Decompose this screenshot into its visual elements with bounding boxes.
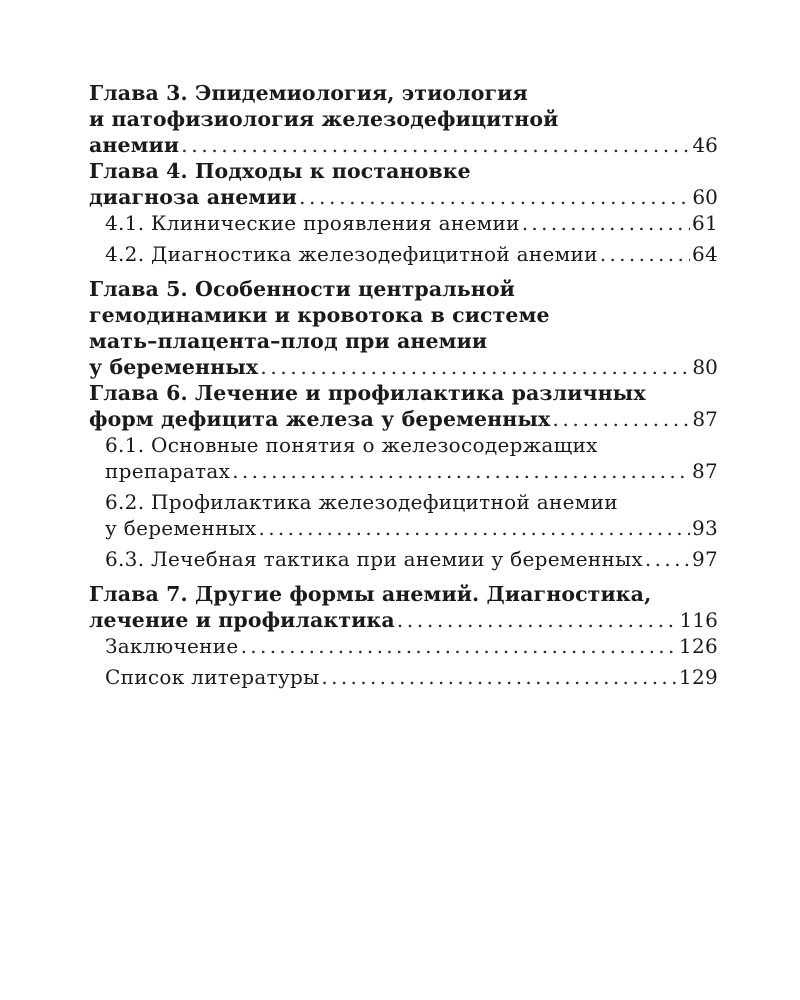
toc-section-entry [89, 489, 718, 541]
toc-entry-last-line [89, 132, 718, 158]
toc-page-number: 87 [691, 459, 718, 483]
dot-leader [522, 210, 690, 236]
toc-entry-last-line [105, 633, 718, 659]
toc-section-entry [89, 241, 718, 267]
dot-leader [600, 241, 690, 267]
toc-entry-last-line [105, 515, 718, 541]
dot-leader [299, 184, 690, 210]
toc-page-number: 97 [691, 547, 718, 571]
toc-entry-last-line [89, 354, 718, 380]
table-of-contents [89, 80, 718, 690]
toc-chapter-entry [89, 581, 718, 633]
dot-leader [241, 633, 677, 659]
toc-entry-title-line: у беременных [105, 516, 257, 540]
toc-page-number: 46 [692, 133, 718, 157]
toc-entry-title-line: 6.1. Основные понятия о железосодержащих [105, 433, 598, 457]
toc-entry-last-line [89, 406, 718, 432]
toc-entry-last-line [105, 241, 718, 267]
toc-entry-title-line: лечение и профилактика [89, 608, 395, 632]
toc-section-entry [89, 633, 718, 659]
toc-entry-title-line: Заключение [105, 634, 239, 658]
toc-page-number: 64 [691, 242, 718, 266]
toc-entry-title-line: 6.3. Лечебная тактика при анемии у беременных [105, 547, 643, 571]
toc-entry-title-line: Глава 7. Другие формы анемий. Диагностика, [89, 582, 652, 606]
toc-entry-title-line: Глава 6. Лечение и профилактика различных [89, 381, 646, 405]
dot-leader [232, 458, 690, 484]
toc-entry-title-line: препаратах [105, 459, 231, 483]
toc-chapter-entry [89, 276, 718, 380]
toc-entry-title-line: Глава 4. Подходы к постановке [89, 159, 471, 183]
toc-chapter-entry [89, 380, 718, 432]
toc-section-entry [89, 664, 718, 690]
toc-page-number: 80 [692, 355, 718, 379]
toc-entry-title-line: Глава 3. Эпидемиология, этиология [89, 81, 528, 105]
dot-leader [260, 354, 690, 380]
toc-entry-title-line: Список литературы [105, 665, 320, 689]
toc-page-number: 116 [679, 608, 718, 632]
dot-leader [181, 132, 690, 158]
toc-entry-title-line: 4.1. Клинические проявления анемии [105, 211, 520, 235]
toc-page-number: 93 [691, 516, 718, 540]
toc-entry-title-line: диагноза анемии [89, 185, 297, 209]
toc-entry-last-line [89, 607, 718, 633]
dot-leader [552, 406, 690, 432]
toc-entry-title-line: форм дефицита железа у беременных [89, 407, 551, 431]
toc-entry-title-line: и патофизиология железодефицитной [89, 107, 559, 131]
toc-entry-title-line: мать–плацента–плод при анемии [89, 329, 488, 353]
toc-page-number: 126 [678, 634, 718, 658]
toc-section-entry [89, 546, 718, 572]
toc-entry-title-line: 6.2. Профилактика железодефицитной анемии [105, 490, 618, 514]
toc-entry-last-line [89, 184, 718, 210]
toc-page-number: 87 [692, 407, 718, 431]
toc-entry-title-line: у беременных [89, 355, 259, 379]
dot-leader [321, 664, 677, 690]
toc-page-number: 61 [691, 211, 718, 235]
toc-entry-title-line: Глава 5. Особенности центральной [89, 277, 515, 301]
dot-leader [645, 546, 690, 572]
dot-leader [397, 607, 678, 633]
toc-entry-last-line [105, 458, 718, 484]
toc-page-number: 60 [692, 185, 718, 209]
toc-entry-title-line: анемии [89, 133, 180, 157]
dot-leader [259, 515, 690, 541]
toc-entry-last-line [105, 546, 718, 572]
toc-entry-last-line [105, 664, 718, 690]
toc-section-entry [89, 210, 718, 236]
toc-entry-title-line: 4.2. Диагностика железодефицитной анемии [105, 242, 598, 266]
toc-page-number: 129 [678, 665, 718, 689]
toc-chapter-entry [89, 158, 718, 210]
toc-entry-last-line [105, 210, 718, 236]
toc-section-entry [89, 432, 718, 484]
toc-chapter-entry [89, 80, 718, 158]
toc-entry-title-line: гемодинамики и кровотока в системе [89, 303, 550, 327]
